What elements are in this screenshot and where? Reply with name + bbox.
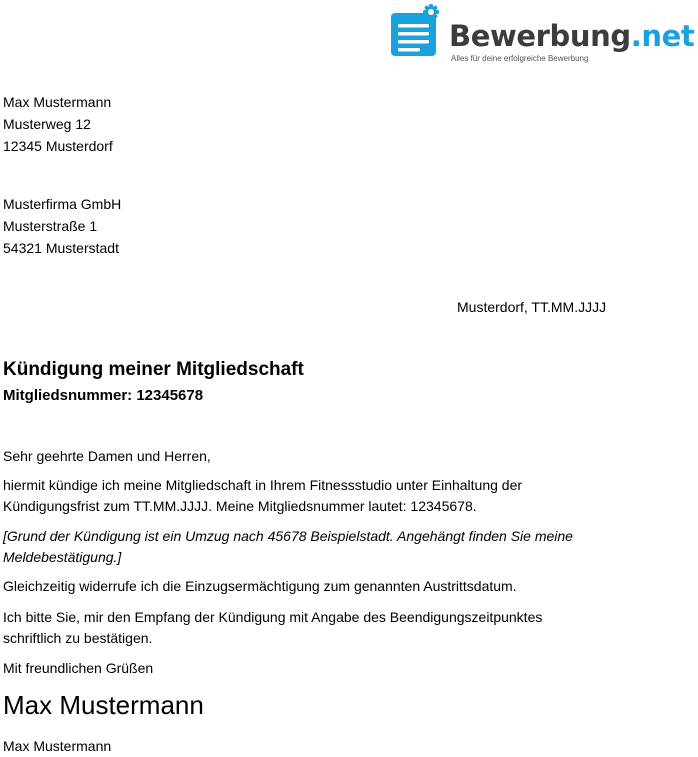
printed-name: Max Mustermann	[3, 738, 112, 754]
paragraph-cancellation	[3, 475, 693, 517]
salutation: Sehr geehrte Damen und Herren,	[3, 448, 211, 464]
subject-heading: Kündigung meiner Mitgliedschaft	[3, 359, 304, 380]
signature: Max Mustermann	[3, 690, 204, 720]
member-number: Mitgliedsnummer: 12345678	[3, 387, 204, 404]
paragraph-line: [Grund der Kündigung ist ein Umzug nach 45678 Beispielstadt. Angehängt finden Sie meine	[3, 528, 573, 544]
sender-city: 12345 Musterdorf	[3, 138, 113, 154]
bewerbung-logo[interactable]	[389, 3, 695, 65]
paragraph-line: Meldebestätigung.]	[3, 549, 122, 565]
recipient-city: 54321 Musterstadt	[3, 240, 119, 256]
recipient-address	[3, 193, 121, 259]
paragraph-reason	[3, 526, 693, 568]
logo-wordmark	[449, 18, 694, 54]
sender-address	[3, 91, 113, 157]
paragraph-line: hiermit kündige ich meine Mitgliedschaft in Ihrem Fitnessstudio unter Einhaltung der	[3, 477, 523, 493]
sender-name: Max Mustermann	[3, 94, 112, 110]
recipient-street: Musterstraße 1	[3, 218, 98, 234]
date-line: Musterdorf, TT.MM.JJJJ	[457, 299, 607, 315]
paragraph-line: schriftlich zu bestätigen.	[3, 630, 153, 646]
logo-name-main: Bewerbung	[449, 19, 631, 53]
document-icon	[389, 3, 445, 59]
recipient-company: Musterfirma GmbH	[3, 196, 122, 212]
logo-name-accent: .net	[630, 19, 695, 53]
paragraph-line: Ich bitte Sie, mir den Empfang der Kündigung mit Angabe des Beendigungszeitpunktes	[3, 609, 543, 625]
paragraph-confirmation	[3, 607, 693, 649]
closing-phrase: Mit freundlichen Grüßen	[3, 660, 154, 676]
sender-street: Musterweg 12	[3, 116, 91, 132]
logo-tagline: Alles für deine erfolgreiche Bewerbung	[451, 54, 589, 63]
paragraph-line: Kündigungsfrist zum TT.MM.JJJJ. Meine Mitgliedsnummer lautet: 12345678.	[3, 498, 477, 514]
paragraph-revocation: Gleichzeitig widerrufe ich die Einzugsermächtigung zum genannten Austrittsdatum.	[3, 578, 517, 594]
